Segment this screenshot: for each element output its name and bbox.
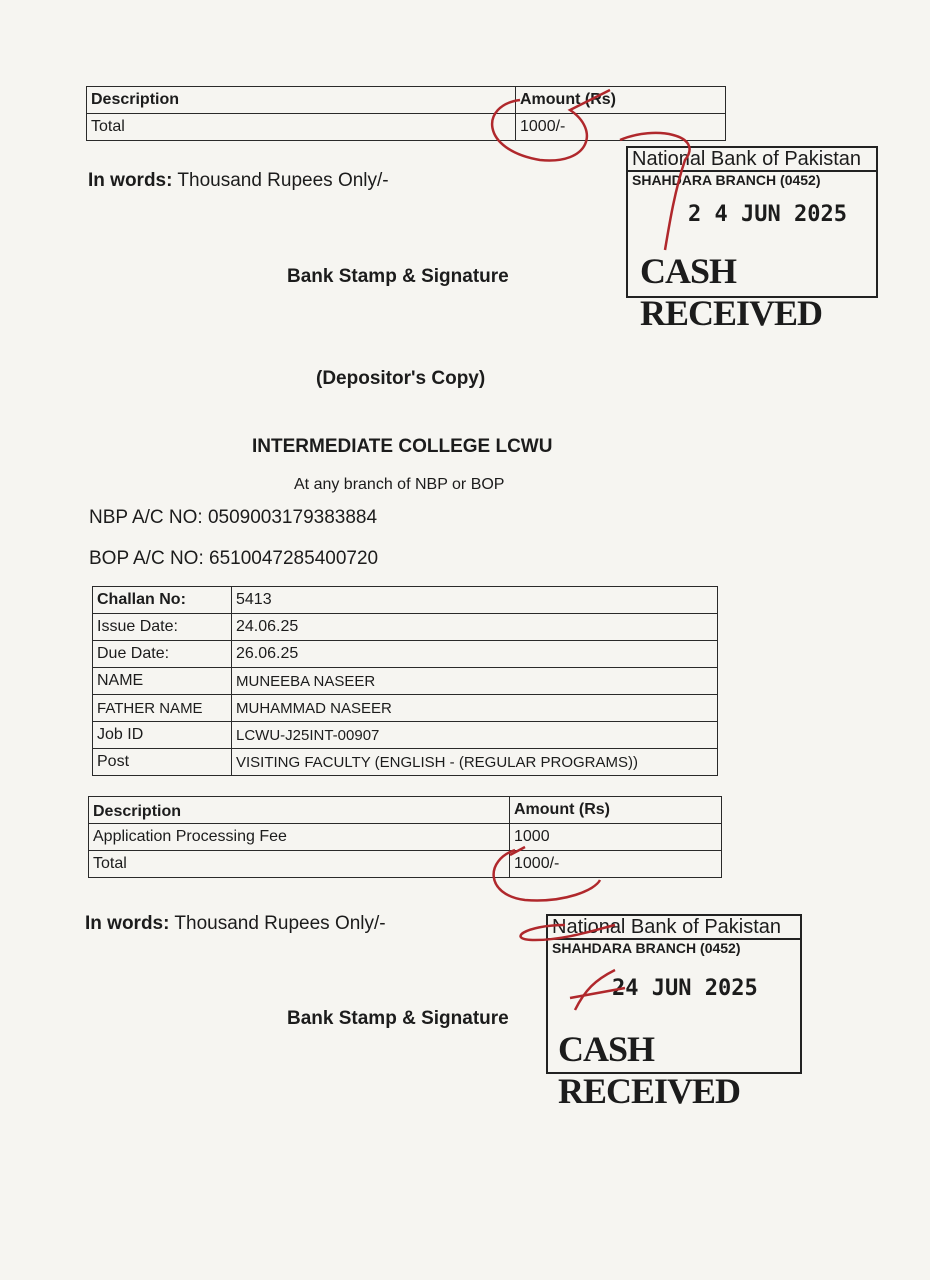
total-amount: 1000/-	[516, 114, 726, 141]
table-row	[93, 749, 718, 776]
name-label: NAME	[93, 668, 232, 695]
table-row	[93, 695, 718, 722]
top-in-words: In words: Thousand Rupees Only/-	[88, 170, 389, 191]
signature-icon	[485, 845, 605, 905]
branch-note: At any branch of NBP or BOP	[294, 476, 505, 493]
fee-header-amount: Amount (Rs)	[510, 797, 722, 824]
stamp-signature-icon	[505, 910, 635, 1020]
stamp-bank-name: National Bank of Pakistan	[548, 914, 800, 940]
table-row	[93, 587, 718, 614]
issue-date-value: 24.06.25	[232, 614, 718, 641]
stamp-branch: SHAHDARA BRANCH (0452)	[632, 172, 821, 188]
table-row	[93, 668, 718, 695]
fee-total-amount: 1000/-	[510, 851, 722, 878]
stamp-signature-icon	[615, 130, 715, 260]
header-description: Description	[87, 87, 516, 114]
bop-account: BOP A/C NO: 6510047285400720	[89, 548, 379, 569]
issue-date-label: Issue Date:	[93, 614, 232, 641]
stamp-status: CASH RECEIVED	[558, 1029, 741, 1111]
header-amount: Amount (Rs)	[516, 87, 726, 114]
top-stamp-signature-label: Bank Stamp & Signature	[287, 266, 509, 287]
bottom-in-words: In words: Thousand Rupees Only/-	[85, 913, 386, 934]
table-row	[93, 722, 718, 749]
stamp-branch: SHAHDARA BRANCH (0452)	[552, 940, 741, 956]
fee-header-description: Description	[89, 797, 510, 824]
post-label: Post	[93, 749, 232, 776]
table-row	[89, 851, 722, 878]
nbp-account: NBP A/C NO: 0509003179383884	[89, 507, 378, 528]
table-row	[89, 797, 722, 824]
signature-icon	[480, 90, 630, 170]
challan-value: 5413	[232, 587, 718, 614]
father-name-value: MUHAMMAD NASEER	[232, 695, 718, 722]
stamp-bank-name: National Bank of Pakistan	[628, 146, 876, 172]
stamp-date: 24 JUN 2025	[612, 976, 758, 1001]
total-label: Total	[87, 114, 516, 141]
job-id-value: LCWU-J25INT-00907	[232, 722, 718, 749]
post-value: VISITING FACULTY (ENGLISH - (REGULAR PROGRAMS))	[232, 749, 718, 776]
bottom-stamp-signature-label: Bank Stamp & Signature	[287, 1008, 509, 1029]
challan-label: Challan No:	[93, 587, 232, 614]
college-name: INTERMEDIATE COLLEGE LCWU	[252, 436, 553, 457]
stamp-date: 2 4 JUN 2025	[688, 202, 847, 227]
challan-table	[92, 586, 718, 776]
fee-total-label: Total	[89, 851, 510, 878]
due-date-label: Due Date:	[93, 641, 232, 668]
table-row	[93, 614, 718, 641]
table-row	[93, 641, 718, 668]
table-row	[89, 824, 722, 851]
fee-item-label: Application Processing Fee	[89, 824, 510, 851]
stamp-status: CASH RECEIVED	[640, 251, 823, 333]
fee-item-amount: 1000	[510, 824, 722, 851]
name-value: MUNEEBA NASEER	[232, 668, 718, 695]
due-date-value: 26.06.25	[232, 641, 718, 668]
fee-table	[88, 796, 722, 878]
job-id-label: Job ID	[93, 722, 232, 749]
father-name-label: FATHER NAME	[93, 695, 232, 722]
copy-label: (Depositor's Copy)	[316, 368, 486, 389]
